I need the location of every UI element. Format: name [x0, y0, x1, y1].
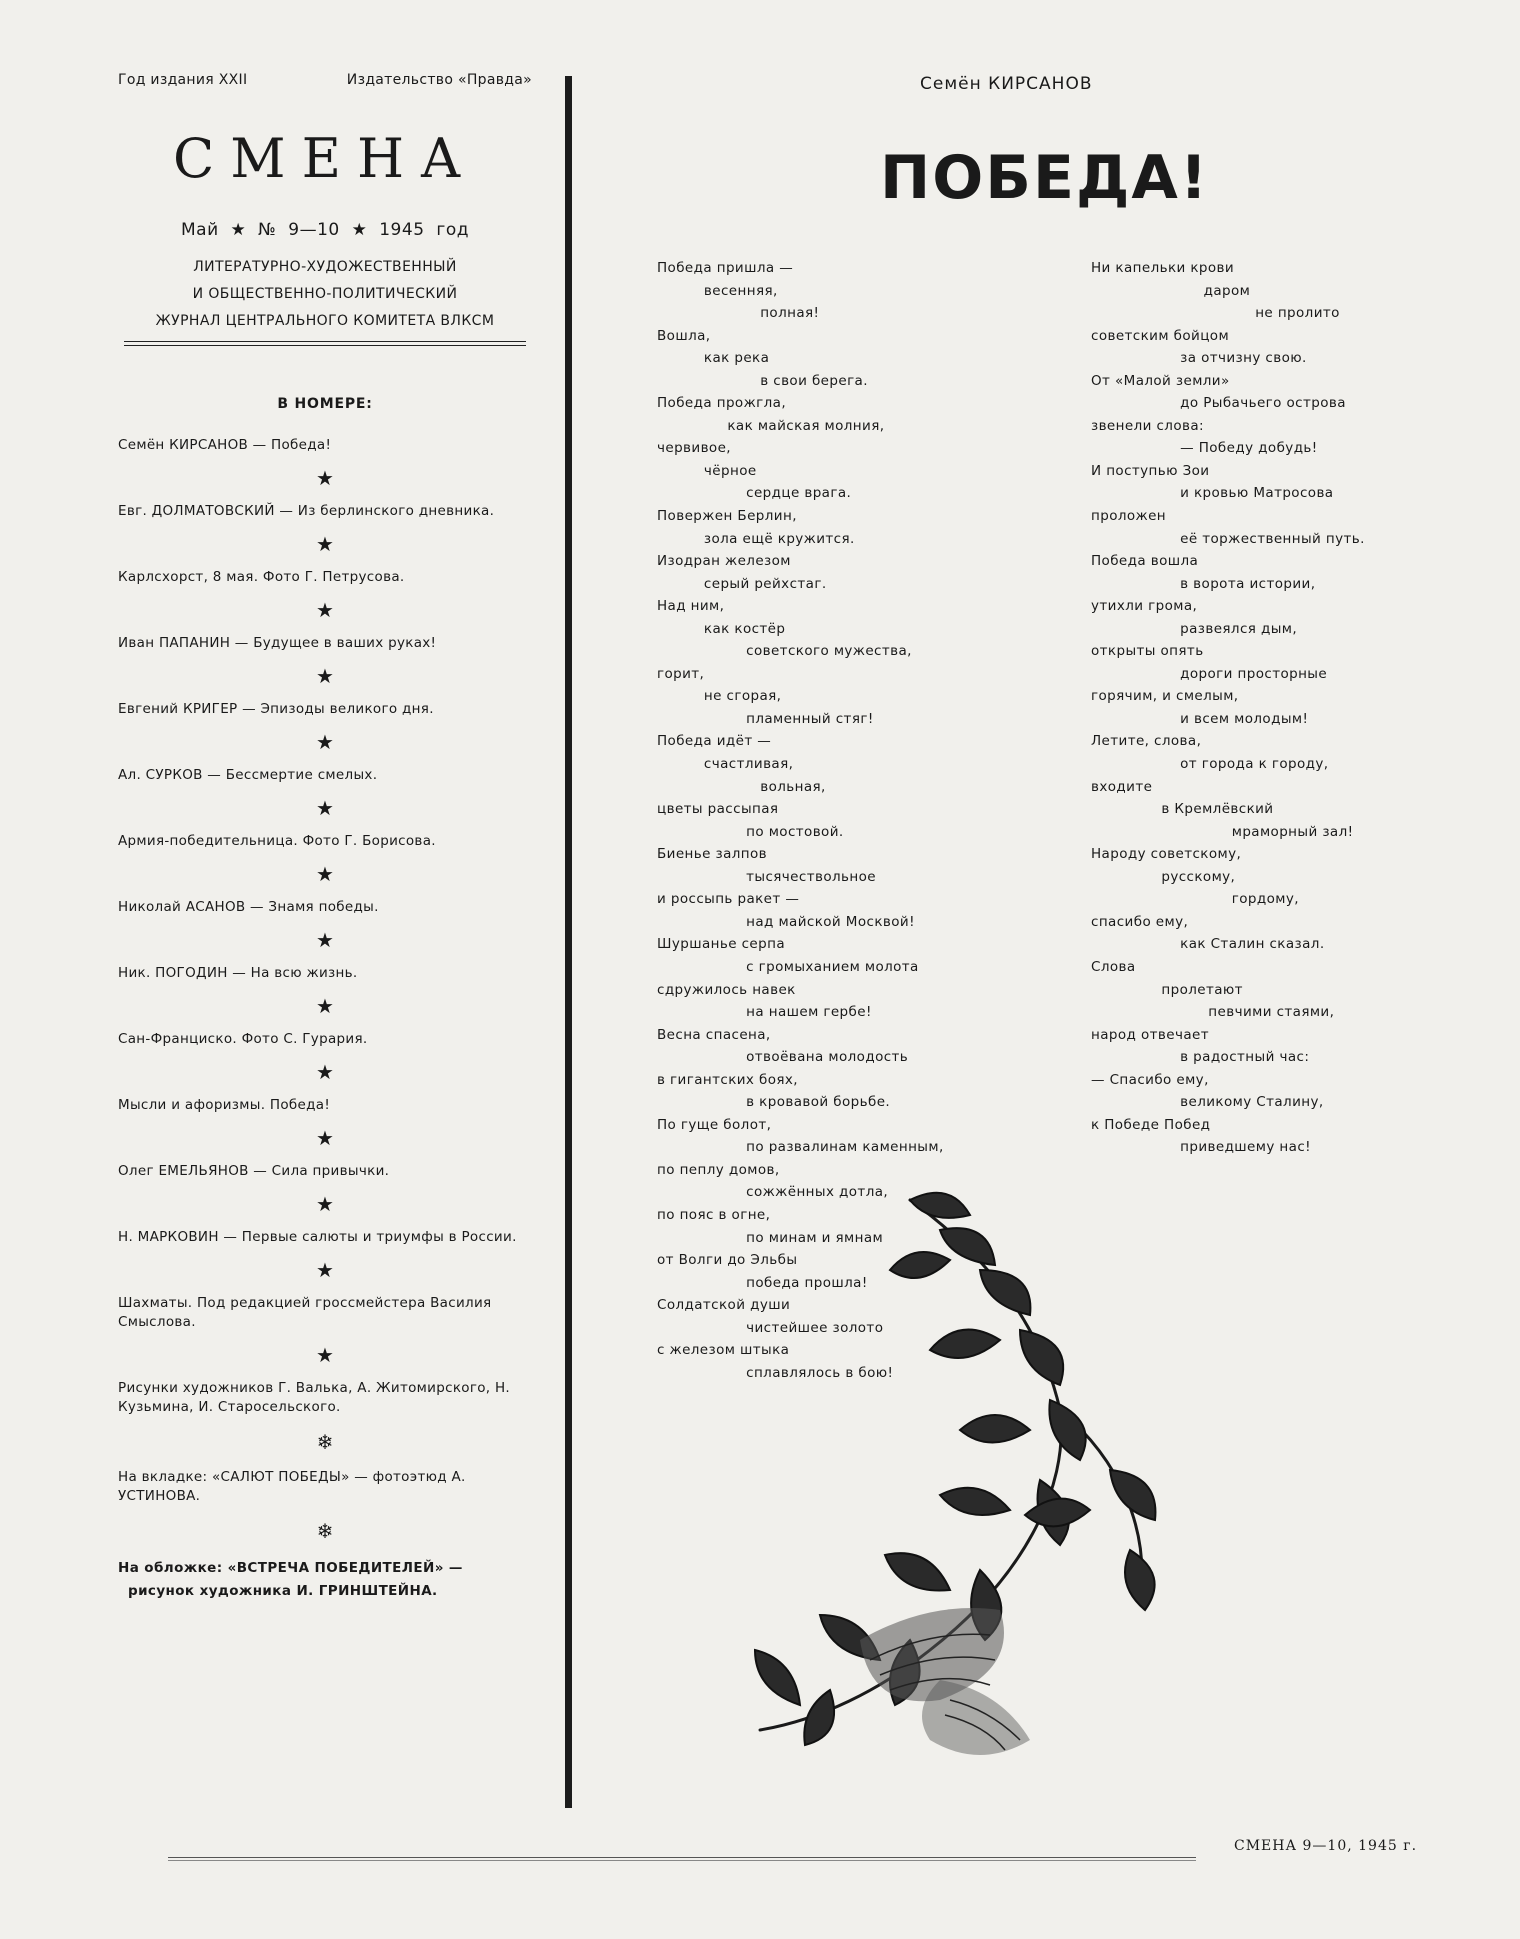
- toc-item: Николай АСАНОВ — Знамя победы.: [118, 899, 379, 915]
- issue-line: Май ★ № 9—10 ★ 1945 год: [180, 220, 469, 240]
- star-separator-icon: ★: [316, 862, 334, 886]
- toc-item: Н. МАРКОВИН — Первые салюты и триумфы в России.: [118, 1229, 517, 1245]
- poem-line: И поступью Зои: [1091, 462, 1210, 479]
- poem-line: чёрное: [657, 462, 757, 479]
- poem-line: в кровавой борьбе.: [657, 1094, 891, 1111]
- poem-line: по развалинам каменным,: [657, 1139, 944, 1156]
- poem-line: проложен: [1091, 508, 1167, 525]
- poem-line: Летите, слова,: [1091, 733, 1202, 750]
- poem-line: народ отвечает: [1091, 1026, 1209, 1043]
- poem-line: — Победу добудь!: [1091, 440, 1318, 457]
- poem-line: тысячествольное: [657, 868, 876, 885]
- toc-item: Ник. ПОГОДИН — На всю жизнь.: [118, 965, 358, 981]
- leaf: [1049, 1400, 1085, 1460]
- poem-line: От «Малой земли»: [1091, 372, 1230, 389]
- poem-line: по мостовой.: [657, 823, 844, 840]
- leaf: [804, 1690, 834, 1745]
- poem-line: гордому,: [1091, 891, 1299, 908]
- poem-line: как река: [657, 350, 770, 367]
- poem-line: Шуршанье серпа: [657, 936, 785, 953]
- poem-line: не пролито: [1091, 305, 1340, 322]
- description-line: ЛИТЕРАТУРНО-ХУДОЖЕСТВЕННЫЙ: [193, 259, 457, 275]
- toc-item: Шахматы. Под редакцией гроссмейстера Василия Смыслова.: [118, 1295, 492, 1330]
- poem-line: звенели слова:: [1091, 417, 1204, 434]
- poem-line: Повержен Берлин,: [657, 508, 797, 525]
- poem-line: к Победе Побед: [1091, 1116, 1211, 1133]
- toc-item: Мысли и афоризмы. Победа!: [118, 1097, 331, 1113]
- poem-line: Солдатской души: [657, 1297, 791, 1314]
- poem-line: в гигантских боях,: [657, 1071, 798, 1088]
- poem-line: Ни капельки крови: [1091, 260, 1235, 276]
- star-separator-icon: ★: [316, 664, 334, 688]
- star-separator-icon: ★: [316, 466, 334, 490]
- poem-line: Народу советскому,: [1091, 846, 1242, 863]
- ribbon-shading: [922, 1680, 1030, 1755]
- toc-item: Олег ЕМЕЛЬЯНОВ — Сила привычки.: [118, 1163, 390, 1179]
- year-label: Год издания XXII: [118, 72, 248, 88]
- cover-note-line: На обложке: «ВСТРЕЧА ПОБЕДИТЕЛЕЙ» —: [118, 1560, 463, 1576]
- poem-column-2: [1091, 257, 1365, 1159]
- poem-line: её торжественный путь.: [1091, 530, 1365, 547]
- poem-line: мраморный зал!: [1091, 823, 1354, 840]
- poem-line: по пояс в огне,: [657, 1206, 771, 1223]
- poem-line: Биенье залпов: [657, 846, 768, 863]
- poem-line: с громыханием молота: [657, 958, 919, 975]
- masthead-rule: [124, 341, 526, 346]
- star-separator-icon: ★: [316, 796, 334, 820]
- description-line: И ОБЩЕСТВЕННО-ПОЛИТИЧЕСКИЙ: [192, 286, 458, 302]
- poem-line: на нашем гербе!: [657, 1004, 872, 1021]
- poem-line: сердце врага.: [657, 485, 852, 502]
- leaf: [1025, 1499, 1090, 1527]
- star-separator-icon: ★: [316, 994, 334, 1018]
- poem-line: горит,: [657, 665, 705, 682]
- poem-line: Изодран железом: [657, 553, 791, 570]
- poem-line: Победа идёт —: [657, 733, 772, 750]
- poem-line: чистейшее золото: [657, 1319, 884, 1336]
- contents-column: [118, 72, 532, 1603]
- toc-item: Евг. ДОЛМАТОВСКИЙ — Из берлинского дневника.: [118, 503, 495, 519]
- poem-line: пламенный стяг!: [657, 710, 874, 727]
- poem-line: полная!: [657, 305, 820, 322]
- star-separator-icon: ★: [316, 1343, 334, 1367]
- masthead-title: СМЕНА: [172, 127, 477, 190]
- poem-line: дороги просторные: [1091, 665, 1328, 682]
- poem-line: пролетают: [1091, 981, 1243, 998]
- toc-item: Евгений КРИГЕР — Эпизоды великого дня.: [118, 701, 434, 717]
- star-separator-icon: ★: [316, 532, 334, 556]
- poem-line: советского мужества,: [657, 643, 912, 660]
- poem-line: Вошла,: [657, 327, 711, 344]
- poem-line: зола ещё кружится.: [657, 530, 855, 547]
- toc-item: Рисунки художников Г. Валька, А. Житомирского, Н. Кузьмина, И. Старосельского.: [118, 1380, 511, 1415]
- poem-line: горячим, и смелым,: [1091, 688, 1239, 705]
- leaf: [980, 1270, 1030, 1315]
- poem-line: не сгорая,: [657, 688, 782, 705]
- poem-line: Весна спасена,: [657, 1026, 771, 1043]
- poem-line: как Сталин сказал.: [1091, 936, 1325, 953]
- poem-line: за отчизну свою.: [1091, 350, 1307, 367]
- poem-author: Семён КИРСАНОВ: [920, 74, 1093, 94]
- poem-line: по минам и ямнам: [657, 1229, 884, 1246]
- poem-line: как костёр: [657, 620, 786, 637]
- poem-line: победа прошла!: [657, 1274, 868, 1291]
- poem-line: в свои берега.: [657, 372, 868, 389]
- snowflake-separator-icon: ❄: [316, 1430, 334, 1454]
- description-line: ЖУРНАЛ ЦЕНТРАЛЬНОГО КОМИТЕТА ВЛКСМ: [155, 313, 495, 329]
- leaf: [1125, 1550, 1155, 1610]
- poem-line: над майской Москвой!: [657, 913, 915, 930]
- poem-line: в радостный час:: [1091, 1049, 1310, 1066]
- toc-item: Семён КИРСАНОВ — Победа!: [118, 437, 332, 453]
- journal-description: [118, 254, 532, 335]
- poem-line: русскому,: [1091, 868, 1236, 885]
- snowflake-separator-icon: ❄: [316, 1519, 334, 1543]
- contents-heading: В НОМЕРЕ:: [277, 396, 373, 412]
- poem-line: Над ним,: [657, 598, 725, 615]
- poem-line: по пеплу домов,: [657, 1161, 780, 1178]
- poem-line: спасибо ему,: [1091, 913, 1189, 930]
- poem-line: сдружилось навек: [657, 981, 796, 998]
- leaf: [930, 1330, 1000, 1358]
- cover-note: [118, 1557, 532, 1603]
- leaf: [890, 1252, 950, 1278]
- publisher-label: Издательство «Правда»: [346, 72, 532, 88]
- poem-line: Победа прожгла,: [657, 395, 787, 412]
- poem-line: Победа вошла: [1091, 553, 1199, 570]
- leaf: [755, 1650, 800, 1705]
- poem-line: советским бойцом: [1091, 327, 1230, 344]
- star-separator-icon: ★: [316, 730, 334, 754]
- star-separator-icon: ★: [316, 1192, 334, 1216]
- poem-line: и россыпь ракет —: [657, 891, 800, 908]
- poem-title: ПОБЕДА!: [880, 143, 1210, 213]
- poem-line: приведшему нас!: [1091, 1139, 1311, 1156]
- footer-rule: [168, 1857, 1196, 1861]
- insert-note: На вкладке: «САЛЮТ ПОБЕДЫ» — фотоэтюд А. УСТИНОВА.: [118, 1469, 466, 1504]
- poem-line: с железом штыка: [657, 1342, 790, 1359]
- publication-meta: [118, 72, 532, 88]
- toc-item: Сан-Франциско. Фото С. Гурария.: [118, 1031, 368, 1047]
- star-separator-icon: ★: [316, 1126, 334, 1150]
- leaf: [940, 1488, 1010, 1515]
- leaf: [910, 1193, 970, 1218]
- poem-line: певчими стаями,: [1091, 1004, 1335, 1021]
- poem-line: до Рыбачьего острова: [1091, 395, 1346, 412]
- star-separator-icon: ★: [316, 928, 334, 952]
- poem-line: в Кремлёвский: [1091, 801, 1274, 818]
- poem-line: цветы рассыпая: [657, 801, 779, 818]
- poem-line: в ворота истории,: [1091, 575, 1316, 592]
- poem-line: червивое,: [657, 440, 731, 457]
- column-divider: [565, 76, 572, 1808]
- poem-line: отвоёвана молодость: [657, 1049, 909, 1066]
- poem-line: счастливая,: [657, 756, 794, 773]
- star-separator-icon: ★: [316, 598, 334, 622]
- poem-line: и всем молодым!: [1091, 710, 1309, 727]
- footer-label: СМЕНА 9—10, 1945 г.: [1234, 1838, 1418, 1854]
- poem-line: развеялся дым,: [1091, 620, 1298, 637]
- poem-line: весенняя,: [657, 282, 778, 299]
- poem-line: великому Сталину,: [1091, 1094, 1324, 1111]
- poem-line: серый рейхстаг.: [657, 575, 827, 592]
- poem-line: вольная,: [657, 778, 826, 795]
- toc-item: Армия-победительница. Фото Г. Борисова.: [118, 833, 436, 849]
- laurel-wreath-illustration: [680, 1160, 1360, 1820]
- poem-line: от города к городу,: [1091, 756, 1329, 773]
- leaf: [885, 1553, 950, 1590]
- leaf: [960, 1415, 1030, 1443]
- poem-line: открыты опять: [1091, 643, 1204, 660]
- poem-line: и кровью Матросова: [1091, 485, 1334, 502]
- poem-line: даром: [1091, 282, 1251, 299]
- star-separator-icon: ★: [316, 1258, 334, 1282]
- poem-line: как майская молния,: [657, 417, 885, 434]
- poem-line: По гуще болот,: [657, 1116, 772, 1133]
- poem-line: от Волги до Эльбы: [657, 1252, 798, 1269]
- leaf: [1020, 1330, 1063, 1385]
- poem-line: входите: [1091, 778, 1153, 795]
- poem-line: Слова: [1091, 958, 1136, 975]
- table-of-contents: [118, 436, 532, 1603]
- poem-line: Победа пришла —: [657, 260, 794, 276]
- toc-item: Иван ПАПАНИН — Будущее в ваших руках!: [118, 635, 437, 651]
- poem-line: сплавлялось в бою!: [657, 1364, 894, 1381]
- poem-line: утихли грома,: [1091, 598, 1198, 615]
- toc-item: Ал. СУРКОВ — Бессмертие смелых.: [118, 767, 378, 783]
- toc-item: Карлсхорст, 8 мая. Фото Г. Петрусова.: [118, 569, 405, 585]
- poem-line: сожжённых дотла,: [657, 1184, 889, 1201]
- cover-note-line: рисунок художника И. ГРИНШТЕЙНА.: [128, 1583, 438, 1599]
- star-separator-icon: ★: [316, 1060, 334, 1084]
- poem-line: — Спасибо ему,: [1091, 1071, 1209, 1088]
